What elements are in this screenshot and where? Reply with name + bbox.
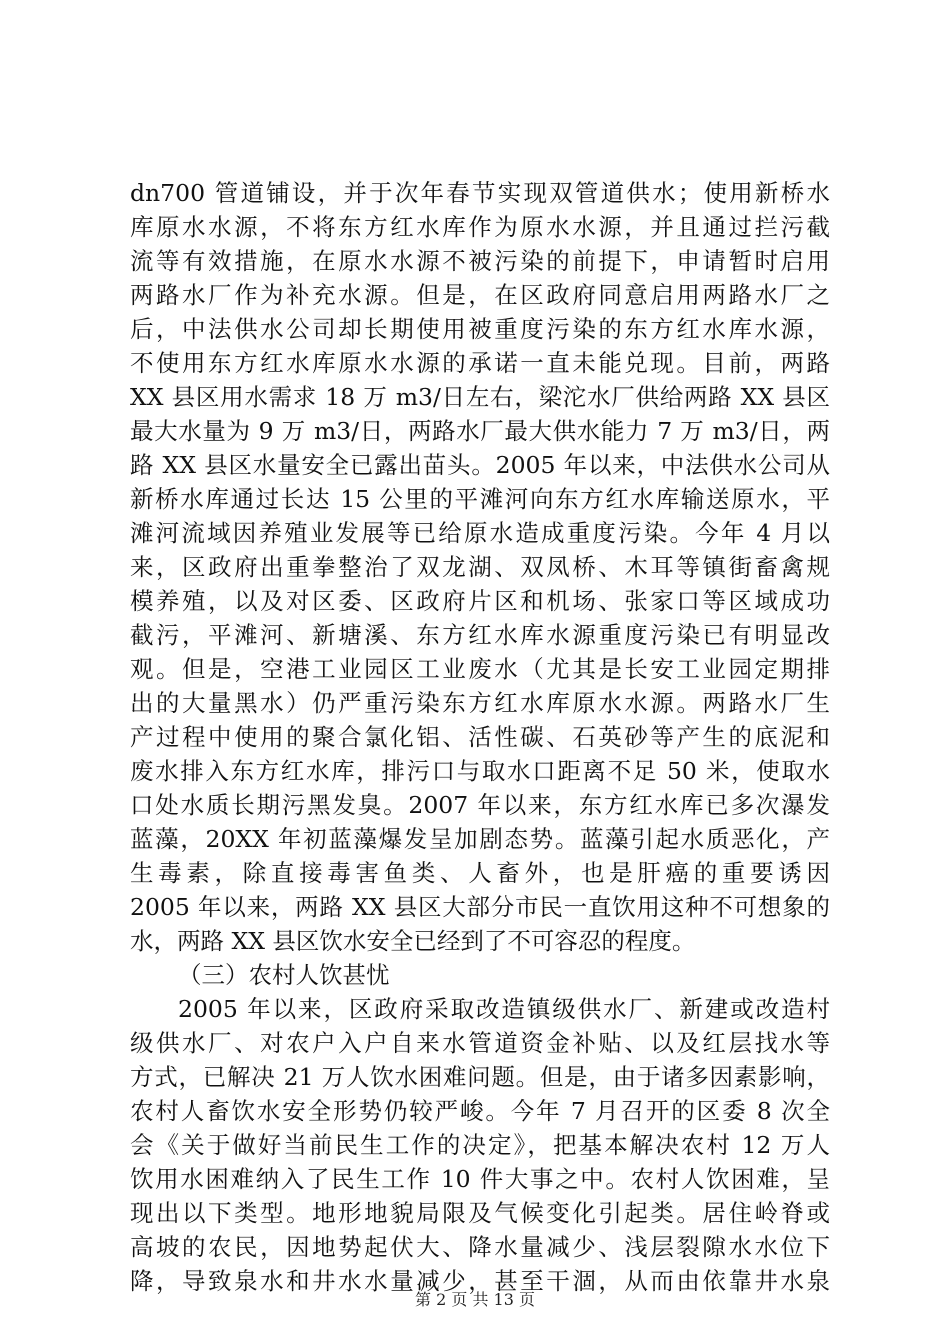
text-line: 模养殖，以及对区委、区政府片区和机场、张家口等区域成功 bbox=[130, 587, 830, 615]
text-line: 出的大量黑水）仍严重污染东方红水库原水水源。两路水厂生 bbox=[130, 689, 830, 717]
text-line: 新桥水库通过长达 15 公里的平滩河向东方红水库输送原水，平 bbox=[130, 485, 830, 513]
text-line: 生毒素，除直接毒害鱼类、人畜外，也是肝癌的重要诱因 bbox=[130, 859, 830, 887]
text-line: 两路水厂作为补充水源。但是，在区政府同意启用两路水厂之 bbox=[130, 281, 830, 309]
text-line: XX 县区用水需求 18 万 m3/日左右，梁沱水厂供给两路 XX 县区 bbox=[130, 383, 830, 411]
paragraph-rural-water bbox=[130, 992, 830, 1298]
text-line: 方式，已解决 21 万人饮水困难问题。但是，由于诸多因素影响， bbox=[130, 1063, 830, 1091]
text-line: 滩河流域因养殖业发展等已给原水造成重度污染。今年 4 月以 bbox=[130, 519, 830, 547]
text-line: 高坡的农民，因地势起伏大、降水量减少、浅层裂隙水水位下 bbox=[130, 1233, 830, 1261]
text-line: 蓝藻，20XX 年初蓝藻爆发呈加剧态势。蓝藻引起水质恶化，产 bbox=[130, 825, 830, 853]
text-line: 2005 年以来，区政府采取改造镇级供水厂、新建或改造村 bbox=[178, 995, 830, 1023]
text-line: 2005 年以来，两路 XX 县区大部分市民一直饮用这种不可想象的 bbox=[130, 893, 830, 921]
text-line: 农村人畜饮水安全形势仍较严峻。今年 7 月召开的区委 8 次全 bbox=[130, 1097, 830, 1125]
text-line: 截污，平滩河、新塘溪、东方红水库水源重度污染已有明显改 bbox=[130, 621, 830, 649]
text-line: 来，区政府出重拳整治了双龙湖、双凤桥、木耳等镇街畜禽规 bbox=[130, 553, 830, 581]
text-line: 观。但是，空港工业园区工业废水（尤其是长安工业园定期排 bbox=[130, 655, 830, 683]
document-body bbox=[130, 176, 830, 1298]
text-line: dn700 管道铺设，并于次年春节实现双管道供水；使用新桥水 bbox=[130, 179, 830, 207]
paragraph-water-source bbox=[130, 176, 830, 958]
text-line: 降，导致泉水和井水水量减少，甚至干涸，从而由依靠井水泉 bbox=[130, 1267, 830, 1295]
text-line: 级供水厂、对农户入户自来水管道资金补贴、以及红层找水等 bbox=[130, 1029, 830, 1057]
text-line: 路 XX 县区水量安全已露出苗头。2005 年以来，中法供水公司从 bbox=[130, 451, 830, 479]
text-line: 最大水量为 9 万 m3/日，两路水厂最大供水能力 7 万 m3/日，两 bbox=[130, 417, 830, 445]
text-line: 不使用东方红水库原水水源的承诺一直未能兑现。目前，两路 bbox=[130, 349, 830, 377]
page-number-footer: 第 2 页 共 13 页 bbox=[415, 1290, 535, 1309]
text-line: 现出以下类型。地形地貌局限及气候变化引起类。居住岭脊或 bbox=[130, 1199, 830, 1227]
text-line: 废水排入东方红水库，排污口与取水口距离不足 50 米，使取水 bbox=[130, 757, 830, 785]
text-line: 库原水水源，不将东方红水库作为原水水源，并且通过拦污截 bbox=[130, 213, 830, 241]
section-heading: （三）农村人饮甚忧 bbox=[178, 961, 390, 989]
text-line: 饮用水困难纳入了民生工作 10 件大事之中。农村人饮困难，呈 bbox=[130, 1165, 830, 1193]
text-line: 口处水质长期污黑发臭。2007 年以来，东方红水库已多次瀑发 bbox=[130, 791, 830, 819]
text-line: 流等有效措施，在原水水源不被污染的前提下，申请暂时启用 bbox=[130, 247, 830, 275]
text-line: 后，中法供水公司却长期使用被重度污染的东方红水库水源， bbox=[130, 315, 830, 343]
text-line: 产过程中使用的聚合氯化铝、活性碳、石英砂等产生的底泥和 bbox=[130, 723, 830, 751]
text-line: 会《关于做好当前民生工作的决定》，把基本解决农村 12 万人 bbox=[130, 1131, 830, 1159]
text-line: 水，两路 XX 县区饮水安全已经到了不可容忍的程度。 bbox=[130, 927, 696, 955]
